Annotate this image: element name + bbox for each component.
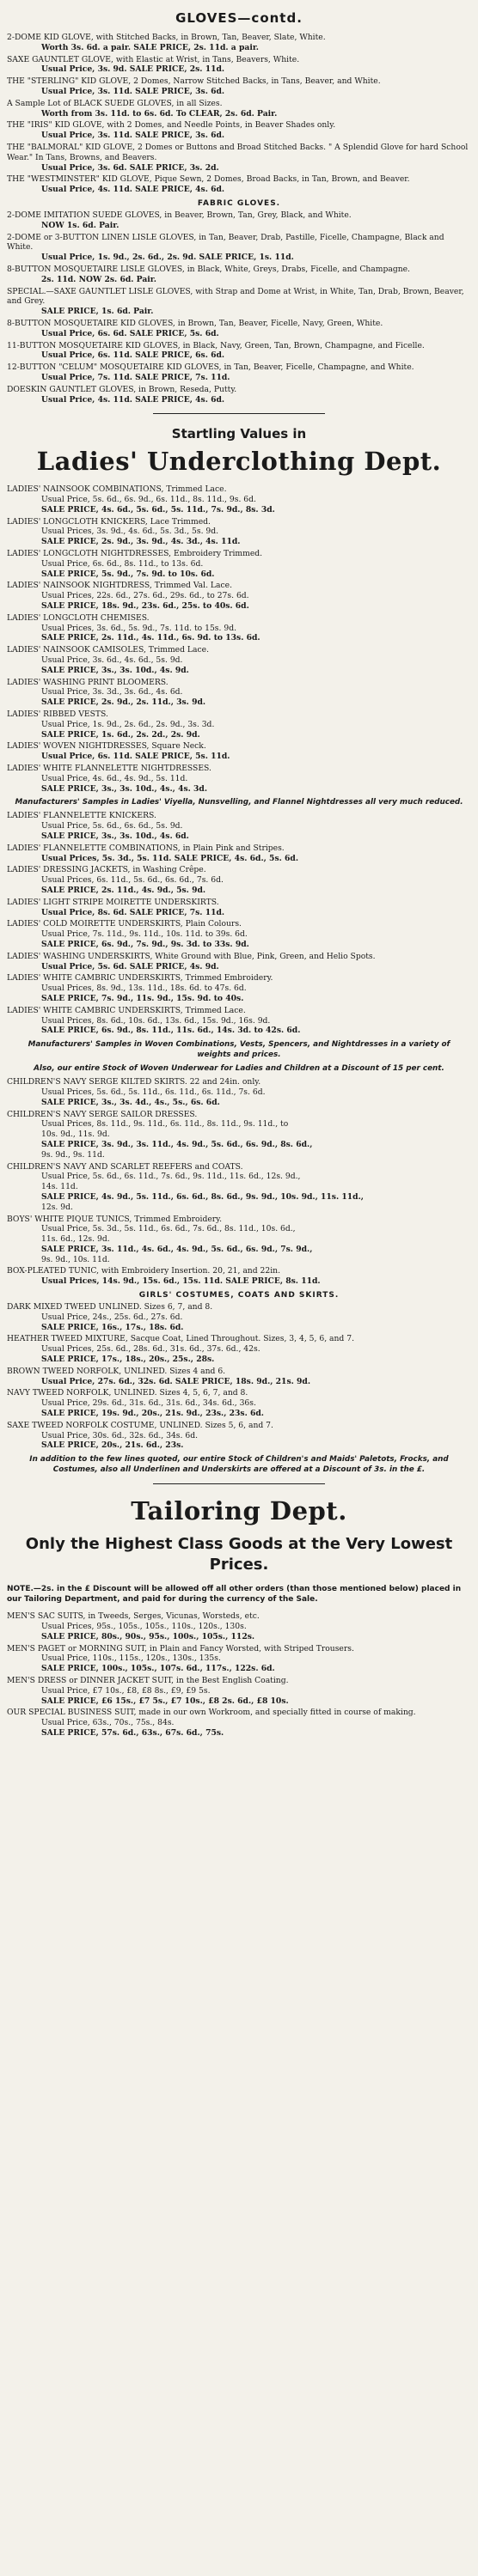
item-price-line: SALE PRICE, 2s. 9d., 3s. 9d., 4s. 3d., 4s. 11d. (41, 537, 241, 547)
item-title: LADIES' LONGCLOTH KNICKERS, Lace Trimmed. (7, 516, 211, 527)
list-item (7, 1611, 471, 1641)
list-item (7, 1266, 471, 1287)
list-item (7, 233, 471, 263)
item-price-line: SALE PRICE, 57s. 6d., 63s., 67s. 6d., 75s. (41, 1728, 224, 1738)
item-price-line: Usual Price, 3s. 6d. SALE PRICE, 3s. 2d. (41, 162, 219, 173)
item-title: NAVY TWEED NORFOLK, UNLINED. Sizes 4, 5, 6, 7, and 8. (7, 1388, 248, 1398)
item-price-line: SALE PRICE, 18s. 9d., 23s. 6d., 25s. to 40s. 6d. (41, 601, 249, 612)
item-price-line: Usual Price, 3s. 6d., 4s. 6d., 5s. 9d. (41, 655, 183, 666)
section-divider (153, 413, 325, 414)
item-price-line: 10s. 9d., 11s. 9d. (41, 1130, 110, 1140)
list-item (7, 385, 471, 405)
item-price-line: Usual Price, 4s. 11d. SALE PRICE, 4s. 6d. (41, 394, 225, 405)
item-price-line: SALE PRICE, 2s. 11d., 4s. 9d., 5s. 9d. (41, 885, 206, 895)
ladies-note-1: Manufacturers' Samples in Ladies' Viyella, Nunsvelling, and Flannel Nightdresses all very much reduced. (15, 798, 463, 807)
item-title: LADIES' RIBBED VESTS. (7, 709, 108, 720)
item-price-line: SALE PRICE, 2s. 9d., 2s. 11d., 3s. 9d. (41, 697, 206, 708)
item-price-line: Usual Price, 5s. 6d., 6s. 11d., 7s. 6d., 9s. 11d., 11s. 6d., 12s. 9d., (41, 1172, 301, 1182)
item-title: THE "IRIS" KID GLOVE, with 2 Domes, and Needle Points, in Beaver Shades only. (7, 120, 336, 131)
item-price-line: SALE PRICE, 6s. 9d., 8s. 11d., 11s. 6d., 14s. 3d. to 42s. 6d. (41, 1026, 301, 1036)
item-price-line: Usual Price, 24s., 25s. 6d., 27s. 6d. (41, 1312, 183, 1322)
list-item (7, 1110, 471, 1160)
item-title: 12-BUTTON "CELUM" MOSQUETAIRE KID GLOVES, in Tan, Beaver, Ficelle, Champagne, and White. (7, 362, 414, 373)
item-price-line: 9s. 9d., 9s. 11d. (41, 1149, 105, 1160)
item-title: LADIES' FLANNELETTE COMBINATIONS, in Plain Pink and Stripes. (7, 843, 285, 853)
item-title: THE "STERLING" KID GLOVE, 2 Domes, Narrow Stitched Backs, in Tans, Beaver, and White. (7, 76, 381, 87)
list-item (7, 55, 471, 76)
item-price-line: Usual Prices, 22s. 6d., 27s. 6d., 29s. 6d., to 27s. 6d. (41, 591, 249, 601)
ladies-pre-heading: Startling Values in (171, 426, 307, 442)
item-title: CHILDREN'S NAVY SERGE KILTED SKIRTS. 22 and 24in. only. (7, 1077, 261, 1087)
item-title: MEN'S PAGET or MORNING SUIT, in Plain and Fancy Worsted, with Striped Trousers. (7, 1643, 354, 1653)
item-title: LADIES' WOVEN NIGHTDRESSES, Square Neck. (7, 741, 206, 752)
list-item (7, 341, 471, 362)
item-price-line: Usual Price, 1s. 9d., 2s. 6d., 2s. 9d., 3s. 3d. (41, 719, 215, 729)
item-price-line: SALE PRICE, 3s. 9d., 3s. 11d., 4s. 9d., 5s. 6d., 6s. 9d., 8s. 6d., (41, 1139, 313, 1149)
item-price-line: Worth 3s. 6d. a pair. SALE PRICE, 2s. 11d. a pair. (41, 42, 260, 52)
item-price-line: Usual Prices, 6s. 11d., 5s. 6d., 6s. 6d., 7s. 6d. (41, 875, 224, 886)
item-price-line: Usual Price, 5s. 6d., 6s. 9d., 6s. 11d., 8s. 11d., 9s. 6d. (41, 495, 256, 505)
item-title: 2-DOME or 3-BUTTON LINEN LISLE GLOVES, in Tan, Beaver, Drab, Pastille, Ficelle, Champagne, Black and White. (7, 232, 444, 253)
item-price-line: 2s. 11d. NOW 2s. 6d. Pair. (41, 274, 156, 284)
item-price-line: SALE PRICE, 3s., 3s. 10d., 4s., 4s. 3d. (41, 783, 208, 794)
list-item (7, 811, 471, 841)
tailoring-tagline: Only the Highest Class Goods at the Very Lowest Prices. (25, 1535, 453, 1574)
list-item (7, 99, 471, 119)
list-item (7, 741, 471, 762)
item-price-line: Usual Prices, 14s. 9d., 15s. 6d., 15s. 11d. SALE PRICE, 8s. 11d. (41, 1276, 321, 1287)
list-item (7, 952, 471, 972)
item-title: LADIES' WASHING UNDERSKIRTS, White Ground with Blue, Pink, Green, and Helio Spots. (7, 951, 376, 961)
item-price-line: Usual Price, 3s. 11d. SALE PRICE, 3s. 6d. (41, 131, 225, 141)
item-price-line: Usual Price, 4s. 6d., 4s. 9d., 5s. 11d. (41, 773, 188, 783)
item-price-line: Usual Prices, 3s. 9d., 4s. 6d., 5s. 3d., 5s. 9d. (41, 527, 219, 537)
item-title: OUR SPECIAL BUSINESS SUIT, made in our own Workroom, and specially fitted in course of making. (7, 1708, 416, 1718)
item-price-line: Usual Prices, 5s. 3d., 5s. 11d. SALE PRICE, 4s. 6d., 5s. 6d. (41, 853, 299, 863)
item-title: LADIES' COLD MOIRETTE UNDERSKIRTS, Plain Colours. (7, 919, 242, 929)
list-item (7, 143, 471, 173)
list-item (7, 517, 471, 547)
tailoring-heading: Tailoring Dept. (131, 1496, 347, 1526)
list-item (7, 581, 471, 611)
item-price-line: Usual Prices, 3s. 6d., 5s. 9d., 7s. 11d. to 15s. 9d. (41, 623, 236, 633)
list-item (7, 764, 471, 794)
fabric-gloves-heading: FABRIC GLOVES. (197, 198, 281, 208)
list-item (7, 1215, 471, 1265)
item-title: MEN'S DRESS or DINNER JACKET SUIT, in the Best English Coating. (7, 1676, 289, 1686)
item-price-line: Usual Prices, 5s. 6d., 5s. 11d., 6s. 11d., 6s. 11d., 7s. 6d. (41, 1087, 266, 1097)
ladies-note-2: Manufacturers' Samples in Woven Combinations, Vests, Spencers, and Nightdresses in a variety of weights and prices. (28, 1040, 450, 1060)
list-item (7, 865, 471, 895)
girls-heading: GIRLS' COSTUMES, COATS AND SKIRTS. (138, 1291, 340, 1300)
item-title: HEATHER TWEED MIXTURE, Sacque Coat, Lined Throughout. Sizes, 3, 4, 5, 6, and 7. (7, 1334, 354, 1344)
item-price-line: Usual Price, 110s., 115s., 120s., 130s., 135s. (41, 1653, 221, 1664)
list-item (7, 678, 471, 708)
list-item (7, 1644, 471, 1674)
item-price-line: Usual Price, £7 10s., £8, £8 8s., £9, £9 5s. (41, 1685, 211, 1696)
item-price-line: SALE PRICE, 6s. 9d., 7s. 9d., 9s. 3d. to 33s. 9d. (41, 939, 249, 949)
ladies-note-4: In addition to the few lines quoted, our entire Stock of Children's and Maids' Paletots, Frocks, and Costumes, also all Underlinen and Underskirts are offered at a Discount of 3s. in the £. (29, 1455, 449, 1475)
list-item (7, 1334, 471, 1364)
item-price-line: SALE PRICE, 2s. 11d., 4s. 11d., 6s. 9d. to 13s. 6d. (41, 633, 260, 643)
item-price-line: Usual Price, 6s. 11d. SALE PRICE, 6s. 6d. (41, 350, 225, 361)
item-title: LADIES' LONGCLOTH NIGHTDRESSES, Embroidery Trimmed. (7, 549, 263, 559)
item-title: SAXE TWEED NORFOLK COSTUME, UNLINED. Sizes 5, 6, and 7. (7, 1420, 273, 1430)
item-title: 8-BUTTON MOSQUETAIRE KID GLOVES, in Brown, Tan, Beaver, Ficelle, Navy, Green, White. (7, 318, 383, 328)
list-item (7, 973, 471, 1003)
item-price-line: 9s. 9d., 10s. 11d. (41, 1254, 110, 1264)
list-item (7, 843, 471, 864)
item-title: LADIES' WASHING PRINT BLOOMERS. (7, 677, 169, 687)
list-item (7, 484, 471, 515)
item-title: DARK MIXED TWEED UNLINED. Sizes 6, 7, and 8. (7, 1302, 213, 1312)
item-price-line: SALE PRICE, 7s. 9d., 11s. 9d., 15s. 9d. to 40s. (41, 993, 244, 1003)
item-price-line: Usual Price, 6s. 11d. SALE PRICE, 5s. 11d. (41, 752, 230, 762)
item-price-line: Usual Price, 30s. 6d., 32s. 6d., 34s. 6d. (41, 1430, 199, 1440)
list-item (7, 362, 471, 383)
list-item (7, 210, 471, 231)
item-title: BOYS' WHITE PIQUE TUNICS, Trimmed Embroidery. (7, 1214, 223, 1224)
list-item (7, 613, 471, 643)
item-title: LADIES' FLANNELETTE KNICKERS. (7, 811, 156, 821)
item-price-line: Usual Price, 7s. 11d. SALE PRICE, 7s. 11d. (41, 372, 230, 382)
item-price-line: SALE PRICE, £6 15s., £7 5s., £7 10s., £8 2s. 6d., £8 10s. (41, 1696, 289, 1706)
list-item (7, 1388, 471, 1418)
list-item (7, 76, 471, 97)
item-title: LADIES' LIGHT STRIPE MOIRETTE UNDERSKIRTS. (7, 897, 219, 907)
item-price-line: SALE PRICE, 3s., 3s. 10d., 4s. 9d. (41, 665, 189, 675)
list-item (7, 1302, 471, 1332)
item-title: MEN'S SAC SUITS, in Tweeds, Serges, Vicunas, Worsteds, etc. (7, 1611, 260, 1622)
item-title: CHILDREN'S NAVY AND SCARLET REEFERS and COATS. (7, 1161, 243, 1172)
item-price-line: Usual Price, 6s. 6d., 8s. 11d., to 13s. 6d. (41, 558, 204, 569)
ladies-heading: Ladies' Underclothing Dept. (36, 447, 442, 477)
list-item (7, 1367, 471, 1387)
item-title: CHILDREN'S NAVY SERGE SAILOR DRESSES. (7, 1109, 198, 1119)
ladies-list-2 (7, 811, 471, 1036)
item-price-line: SALE PRICE, 1s. 6d. Pair. (41, 307, 154, 317)
list-item (7, 549, 471, 579)
item-price-line: SALE PRICE, 3s. 11d., 4s. 6d., 4s. 9d., 5s. 6d., 6s. 9d., 7s. 9d., (41, 1244, 313, 1254)
list-item (7, 1421, 471, 1451)
item-price-line: Usual Price, 63s., 70s., 75s., 84s. (41, 1718, 175, 1728)
item-title: SAXE GAUNTLET GLOVE, with Elastic at Wrist, in Tans, Beavers, White. (7, 54, 300, 64)
item-price-line: 11s. 6d., 12s. 9d. (41, 1234, 110, 1245)
item-price-line: Usual Price, 7s. 11d., 9s. 11d., 10s. 11d. to 39s. 6d. (41, 929, 248, 940)
item-price-line: Usual Prices, 8s. 11d., 9s. 11d., 6s. 11d., 8s. 11d., 9s. 11d., to (41, 1119, 289, 1130)
item-price-line: Usual Price, 6s. 6d. SALE PRICE, 5s. 6d. (41, 328, 219, 338)
item-title: THE "WESTMINSTER" KID GLOVE, Pique Sewn, 2 Domes, Broad Backs, in Tan, Brown, and Beaver. (7, 174, 410, 185)
item-title: BOX-PLEATED TUNIC, with Embroidery Insertion. 20, 21, and 22in. (7, 1266, 280, 1276)
item-price-line: SALE PRICE, 4s. 9d., 5s. 11d., 6s. 6d., 8s. 6d., 9s. 9d., 10s. 9d., 11s. 11d., (41, 1191, 364, 1202)
item-price-line: Usual Price, 3s. 3d., 3s. 6d., 4s. 6d. (41, 687, 183, 697)
item-title: LADIES' LONGCLOTH CHEMISES. (7, 612, 150, 623)
item-title: 8-BUTTON MOSQUETAIRE LISLE GLOVES, in Black, White, Greys, Drabs, Ficelle, and Champagne. (7, 264, 410, 274)
tailoring-list (7, 1611, 471, 1739)
item-title: DOESKIN GAUNTLET GLOVES, in Brown, Reseda, Putty. (7, 384, 237, 394)
item-title: LADIES' NAINSOOK CAMISOLES, Trimmed Lace. (7, 645, 210, 655)
list-item (7, 265, 471, 285)
girls-list (7, 1302, 471, 1451)
item-title: LADIES' WHITE CAMBRIC UNDERSKIRTS, Trimmed Lace. (7, 1005, 246, 1015)
item-price-line: SALE PRICE, 20s., 21s. 6d., 23s. (41, 1440, 184, 1451)
item-price-line: SALE PRICE, 3s., 3s. 10d., 4s. 6d. (41, 831, 189, 841)
list-item (7, 1077, 471, 1107)
list-item (7, 174, 471, 195)
item-title: SPECIAL.—SAXE GAUNTLET LISLE GLOVES, with Strap and Dome at Wrist, in White, Tan, Drab, Brown, Beaver, and Grey. (7, 286, 464, 307)
item-price-line: SALE PRICE, 3s., 3s. 4d., 4s., 5s., 6s. 6d. (41, 1097, 220, 1107)
item-price-line: Usual Price, 3s. 9d. SALE PRICE, 2s. 11d. (41, 64, 225, 75)
item-price-line: SALE PRICE, 1s. 6d., 2s. 2d., 2s. 9d. (41, 729, 200, 740)
item-price-line: Usual Prices, 25s. 6d., 28s. 6d., 31s. 6d., 37s. 6d., 42s. (41, 1344, 260, 1355)
list-item (7, 33, 471, 53)
item-title: LADIES' WHITE FLANNELETTE NIGHTDRESSES. (7, 764, 211, 774)
list-item (7, 319, 471, 339)
item-title: 11-BUTTON MOSQUETAIRE KID GLOVES, in Black, Navy, Green, Tan, Brown, Champagne, and Ficelle. (7, 340, 425, 350)
gloves-list (7, 33, 471, 195)
item-price-line: Usual Price, 1s. 9d., 2s. 6d., 2s. 9d. SALE PRICE, 1s. 11d. (41, 253, 294, 263)
newspaper-page (7, 7, 471, 2562)
item-price-line: SALE PRICE, 80s., 90s., 95s., 100s., 105s., 112s. (41, 1631, 255, 1641)
item-title: THE "BALMORAL" KID GLOVE, 2 Domes or Buttons and Broad Stitched Backs. " A Splendid Glove for hard School Wear." In Tans, Browns, and Beavers. (7, 142, 469, 162)
ladies-note-3: Also, our entire Stock of Woven Underwear for Ladies and Children at a Discount of 15 per cent. (34, 1064, 444, 1074)
item-title: LADIES' NAINSOOK COMBINATIONS, Trimmed Lace. (7, 484, 227, 495)
ladies-list (7, 484, 471, 794)
item-title: 2-DOME KID GLOVE, with Stitched Backs, in Brown, Tan, Beaver, Slate, White. (7, 33, 326, 42)
list-item (7, 1162, 471, 1213)
fabric-gloves-list (7, 210, 471, 405)
list-item (7, 645, 471, 675)
item-title: 2-DOME IMITATION SUEDE GLOVES, in Beaver, Brown, Tan, Grey, Black, and White. (7, 210, 352, 220)
item-price-line: Worth from 3s. 11d. to 6s. 6d. To CLEAR, 2s. 6d. Pair. (41, 108, 278, 119)
item-price-line: SALE PRICE, 5s. 9d., 7s. 9d. to 10s. 6d. (41, 569, 215, 579)
item-price-line: SALE PRICE, 17s., 18s., 20s., 25s., 28s. (41, 1355, 215, 1365)
tailoring-section-header (7, 1496, 471, 1526)
item-price-line: Usual Price, 5s. 3d., 5s. 11d., 6s. 6d., 7s. 6d., 8s. 11d., 10s. 6d., (41, 1224, 296, 1234)
list-item (7, 120, 471, 141)
item-price-line: Usual Price, 5s. 6d. SALE PRICE, 4s. 9d. (41, 961, 219, 971)
list-item (7, 898, 471, 918)
list-item (7, 287, 471, 317)
gloves-heading: GLOVES—contd. (175, 10, 303, 26)
item-price-line: SALE PRICE, 4s. 6d., 5s. 6d., 5s. 11d., 7s. 9d., 8s. 3d. (41, 504, 275, 515)
item-price-line: Usual Price, 3s. 11d. SALE PRICE, 3s. 6d. (41, 86, 225, 96)
item-price-line: Usual Price, 5s. 6d., 6s. 6d., 5s. 9d. (41, 821, 183, 831)
list-item (7, 709, 471, 740)
item-price-line: Usual Prices, 95s., 105s., 105s., 110s., 120s., 130s. (41, 1622, 247, 1632)
item-price-line: Usual Price, 4s. 11d. SALE PRICE, 4s. 6d. (41, 185, 225, 195)
item-title: BROWN TWEED NORFOLK, UNLINED. Sizes 4 and 6. (7, 1366, 226, 1376)
item-price-line: SALE PRICE, 16s., 17s., 18s. 6d. (41, 1322, 184, 1332)
item-price-line: NOW 1s. 6d. Pair. (41, 220, 120, 230)
tailoring-notice: NOTE.—2s. in the £ Discount will be allowed off all other orders (than those mentioned below) placed in our Tailoring Department, and paid for during the currency of the Sale. (7, 1585, 462, 1605)
item-price-line: 14s. 11d. (41, 1182, 78, 1192)
list-item (7, 919, 471, 949)
item-price-line: Usual Price, 8s. 6d. SALE PRICE, 7s. 11d. (41, 907, 225, 917)
item-title: LADIES' DRESSING JACKETS, in Washing Crêpe. (7, 865, 206, 875)
item-price-line: SALE PRICE, 100s., 105s., 107s. 6d., 117s., 122s. 6d. (41, 1664, 275, 1674)
list-item (7, 1708, 471, 1738)
item-price-line: 12s. 9d. (41, 1202, 73, 1212)
list-item (7, 1006, 471, 1036)
item-title: LADIES' WHITE CAMBRIC UNDERSKIRTS, Trimmed Embroidery. (7, 973, 273, 984)
item-title: A Sample Lot of BLACK SUEDE GLOVES, in all Sizes. (7, 98, 223, 108)
section-divider-2 (153, 1483, 325, 1484)
children-list (7, 1077, 471, 1287)
item-price-line: Usual Prices, 8s. 6d., 10s. 6d., 13s. 6d., 15s. 9d., 16s. 9d. (41, 1015, 271, 1026)
item-price-line: Usual Price, 29s. 6d., 31s. 6d., 31s. 6d., 34s. 6d., 36s. (41, 1398, 256, 1409)
item-price-line: Usual Prices, 8s. 9d., 13s. 11d., 18s. 6d. to 47s. 6d. (41, 984, 247, 994)
item-price-line: SALE PRICE, 19s. 9d., 20s., 21s. 9d., 23s., 23s. 6d. (41, 1409, 264, 1419)
ladies-section-header (7, 426, 471, 476)
item-title: LADIES' NAINSOOK NIGHTDRESS, Trimmed Val. Lace. (7, 581, 232, 591)
list-item (7, 1676, 471, 1706)
item-price-line: Usual Price, 27s. 6d., 32s. 6d. SALE PRICE, 18s. 9d., 21s. 9d. (41, 1376, 311, 1386)
